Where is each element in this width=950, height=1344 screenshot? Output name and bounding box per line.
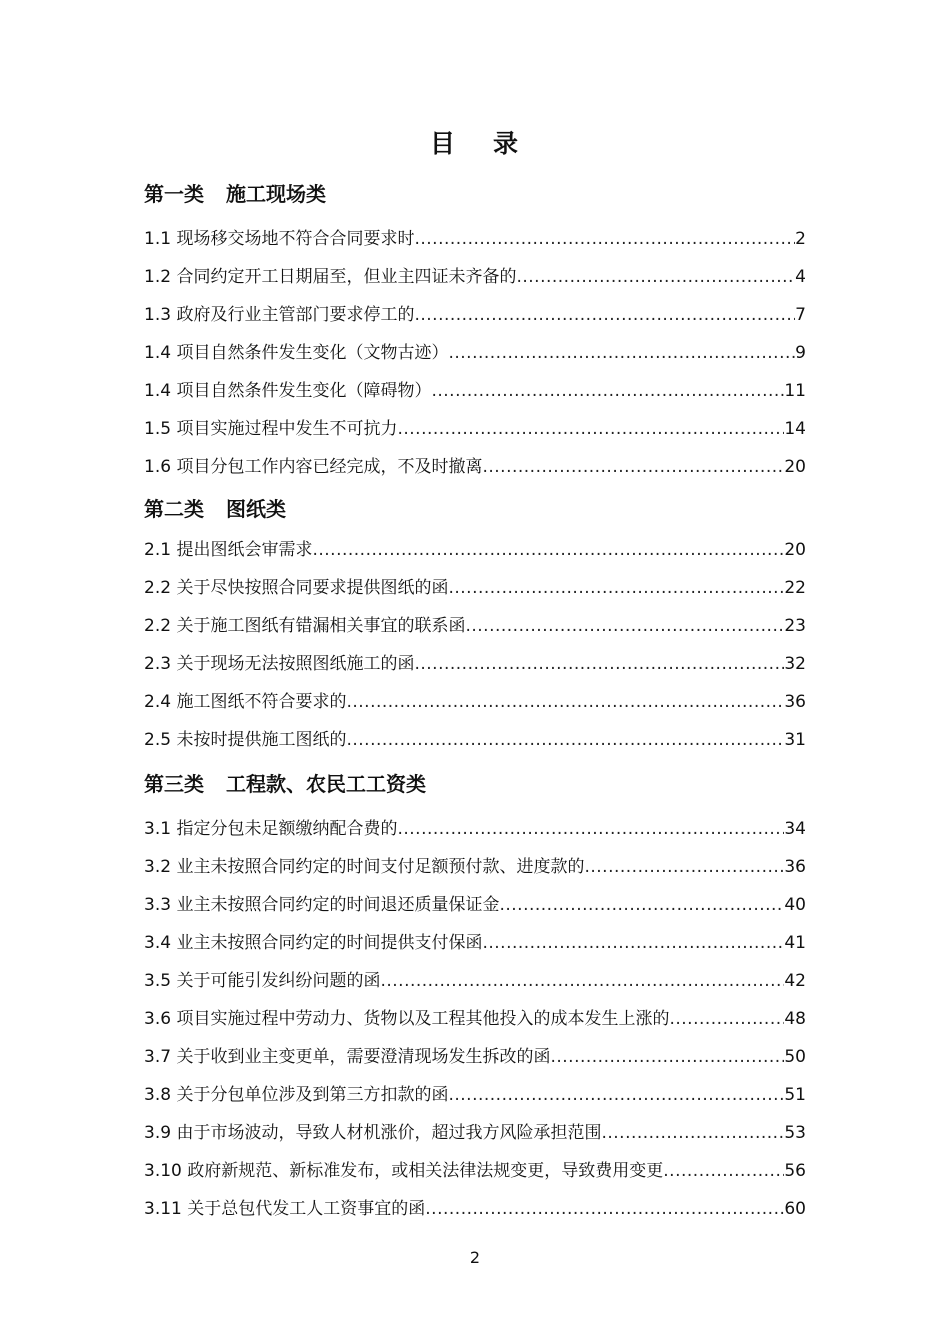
toc-entry-label: 3.7 关于收到业主变更单，需要澄清现场发生拆改的函 xyxy=(144,1047,551,1067)
toc-entry-1-7[interactable] xyxy=(144,452,806,478)
toc-entry-3-11[interactable] xyxy=(144,1194,806,1220)
section-heading-3 xyxy=(144,768,426,797)
toc-entry-page: 32 xyxy=(784,654,806,674)
dot-leader xyxy=(482,933,784,953)
toc-entry-page: 36 xyxy=(784,692,806,712)
toc-entry-1-6[interactable] xyxy=(144,414,806,440)
toc-entry-page: 48 xyxy=(784,1009,806,1029)
toc-entry-label: 1.1 现场移交场地不符合合同要求时 xyxy=(144,229,415,249)
toc-entry-1-5[interactable] xyxy=(144,376,806,402)
toc-title-char-1: 目 xyxy=(429,129,457,158)
toc-entry-3-4[interactable] xyxy=(144,928,806,954)
section-heading-1 xyxy=(144,178,326,207)
toc-entry-label: 1.5 项目实施过程中发生不可抗力 xyxy=(144,419,398,439)
toc-entry-2-6[interactable] xyxy=(144,725,806,751)
toc-entry-3-3[interactable] xyxy=(144,890,806,916)
toc-entry-3-6[interactable] xyxy=(144,1004,806,1030)
toc-entry-page: 36 xyxy=(784,857,806,877)
toc-entry-2-2[interactable] xyxy=(144,573,806,599)
dot-leader xyxy=(431,381,784,401)
toc-entry-label: 3.2 业主未按照合同约定的时间支付足额预付款、进度款的 xyxy=(144,857,585,877)
toc-entry-page: 2 xyxy=(795,229,806,249)
toc-entry-1-4[interactable] xyxy=(144,338,806,364)
dot-leader xyxy=(414,305,795,325)
toc-entry-2-5[interactable] xyxy=(144,687,806,713)
toc-entry-3-9[interactable] xyxy=(144,1118,806,1144)
toc-entry-label: 3.9 由于市场波动，导致人材机涨价，超过我方风险承担范围 xyxy=(144,1123,602,1143)
toc-entry-label: 3.1 指定分包未足额缴纳配合费的 xyxy=(144,819,398,839)
section-number: 第三类 xyxy=(144,772,204,796)
toc-entry-page: 31 xyxy=(784,730,806,750)
toc-entry-label: 1.4 项目自然条件发生变化（障碍物） xyxy=(144,381,432,401)
toc-entry-label: 1.4 项目自然条件发生变化（文物古迹） xyxy=(144,343,449,363)
toc-entry-page: 51 xyxy=(784,1085,806,1105)
dot-leader xyxy=(499,895,784,915)
toc-entry-1-1[interactable] xyxy=(144,224,806,250)
toc-entry-label: 3.5 关于可能引发纠纷问题的函 xyxy=(144,971,381,991)
section-name: 施工现场类 xyxy=(226,182,326,206)
toc-entry-page: 60 xyxy=(784,1199,806,1219)
toc-entry-3-1[interactable] xyxy=(144,814,806,840)
toc-entry-3-5[interactable] xyxy=(144,966,806,992)
toc-entry-label: 2.3 关于现场无法按照图纸施工的函 xyxy=(144,654,415,674)
toc-entry-2-4[interactable] xyxy=(144,649,806,675)
toc-entry-label: 2.1 提出图纸会审需求 xyxy=(144,540,313,560)
dot-leader xyxy=(448,1085,784,1105)
toc-entry-label: 3.6 项目实施过程中劳动力、货物以及工程其他投入的成本发生上涨的 xyxy=(144,1009,670,1029)
dot-leader xyxy=(346,730,784,750)
dot-leader xyxy=(550,1047,784,1067)
toc-entry-page: 20 xyxy=(784,540,806,560)
dot-leader xyxy=(380,971,784,991)
toc-entry-label: 1.6 项目分包工作内容已经完成，不及时撤离 xyxy=(144,457,483,477)
toc-entry-3-8[interactable] xyxy=(144,1080,806,1106)
toc-entry-label: 2.2 关于施工图纸有错漏相关事宜的联系函 xyxy=(144,616,466,636)
dot-leader xyxy=(397,819,784,839)
toc-entry-label: 2.4 施工图纸不符合要求的 xyxy=(144,692,347,712)
dot-leader xyxy=(448,578,784,598)
dot-leader xyxy=(601,1123,784,1143)
toc-entry-3-2[interactable] xyxy=(144,852,806,878)
dot-leader xyxy=(448,343,795,363)
toc-entry-label: 3.4 业主未按照合同约定的时间提供支付保函 xyxy=(144,933,483,953)
toc-entry-3-7[interactable] xyxy=(144,1042,806,1068)
dot-leader xyxy=(346,692,784,712)
section-heading-2 xyxy=(144,493,286,522)
toc-title xyxy=(0,124,950,160)
toc-entry-page: 50 xyxy=(784,1047,806,1067)
section-name: 工程款、农民工工资类 xyxy=(226,772,426,796)
toc-entry-page: 56 xyxy=(784,1161,806,1181)
dot-leader xyxy=(584,857,784,877)
section-number: 第二类 xyxy=(144,497,204,521)
dot-leader xyxy=(414,654,784,674)
toc-entry-label: 3.11 关于总包代发工人工资事宜的函 xyxy=(144,1199,426,1219)
dot-leader xyxy=(482,457,784,477)
page-number: 2 xyxy=(469,1248,481,1267)
toc-entry-label: 3.10 政府新规范、新标准发布，或相关法律法规变更，导致费用变更 xyxy=(144,1161,664,1181)
dot-leader xyxy=(669,1009,784,1029)
toc-entry-page: 23 xyxy=(784,616,806,636)
toc-entry-page: 22 xyxy=(784,578,806,598)
toc-entry-label: 1.3 政府及行业主管部门要求停工的 xyxy=(144,305,415,325)
toc-entry-page: 7 xyxy=(795,305,806,325)
toc-entry-1-3[interactable] xyxy=(144,300,806,326)
dot-leader xyxy=(425,1199,784,1219)
toc-entry-page: 11 xyxy=(784,381,806,401)
toc-entry-label: 3.8 关于分包单位涉及到第三方扣款的函 xyxy=(144,1085,449,1105)
dot-leader xyxy=(516,267,795,287)
toc-entry-1-2[interactable] xyxy=(144,262,806,288)
toc-entry-page: 40 xyxy=(784,895,806,915)
dot-leader xyxy=(465,616,784,636)
toc-entry-3-10[interactable] xyxy=(144,1156,806,1182)
toc-entry-page: 4 xyxy=(795,267,806,287)
dot-leader xyxy=(397,419,784,439)
toc-entry-page: 9 xyxy=(795,343,806,363)
toc-entry-2-1[interactable] xyxy=(144,535,806,561)
toc-entry-label: 1.2 合同约定开工日期届至，但业主四证未齐备的 xyxy=(144,267,517,287)
toc-entry-2-3[interactable] xyxy=(144,611,806,637)
toc-entry-page: 14 xyxy=(784,419,806,439)
dot-leader xyxy=(312,540,784,560)
section-name: 图纸类 xyxy=(226,497,286,521)
toc-entry-page: 41 xyxy=(784,933,806,953)
toc-title-char-2: 录 xyxy=(493,129,521,158)
toc-entry-label: 2.5 未按时提供施工图纸的 xyxy=(144,730,347,750)
dot-leader xyxy=(663,1161,784,1181)
toc-entry-page: 42 xyxy=(784,971,806,991)
toc-entry-page: 53 xyxy=(784,1123,806,1143)
section-number: 第一类 xyxy=(144,182,204,206)
toc-entry-page: 20 xyxy=(784,457,806,477)
dot-leader xyxy=(414,229,795,249)
toc-entry-page: 34 xyxy=(784,819,806,839)
toc-entry-label: 3.3 业主未按照合同约定的时间退还质量保证金 xyxy=(144,895,500,915)
toc-entry-label: 2.2 关于尽快按照合同要求提供图纸的函 xyxy=(144,578,449,598)
